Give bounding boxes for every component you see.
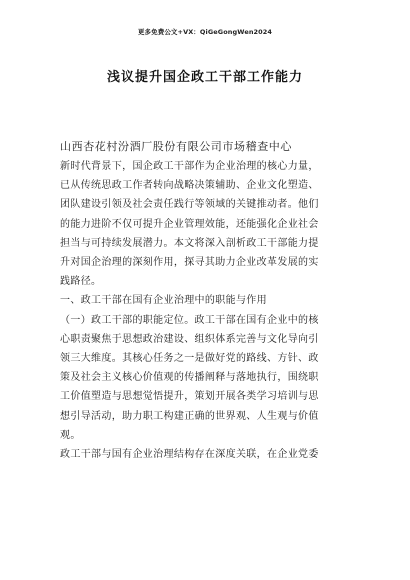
header-note: 更多免费公文+VX：QiGeGongWen2024 [137,28,273,36]
body-line: 想引导活动，助力职工构建正确的世界观、人生观与价值 [60,410,319,422]
body-line: 担当与可持续发展潜力。本文将深入剖析政工干部能力提 [60,237,319,249]
body-line: 已从传统思政工作者转向战略决策辅助、企业文化塑造、 [60,180,319,192]
body-line: （一）政工干部的职能定位。政工干部在国有企业中的核 [60,314,319,326]
body-line: 升对国企治理的深刻作用，探寻其助力企业改革发展的实 [60,257,319,269]
body-line: 政工干部与国有企业治理结构存在深度关联，在企业党委 [60,449,319,461]
body-line: 领三大维度。其核心任务之一是做好党的路线、方针、政 [60,353,319,365]
body-line: 策及社会主义核心价值观的传播阐释与落地执行，围绕职 [60,372,319,384]
body-line: 新时代背景下，国企政工干部作为企业治理的核心力量， [60,161,319,172]
body-line: 心职责聚焦于思想政治建设、组织体系完善与文化导向引 [60,333,319,345]
body-line: 工价值塑造与思想觉悟提升，策划开展各类学习培训与思 [60,391,319,403]
body-line: 践路径。 [60,276,102,288]
body-line: 团队建设引领及社会责任践行等领域的关键推动者。他们 [60,199,319,211]
document-body [60,157,360,464]
section-heading: 一、政工干部在国有企业治理中的职能与作用 [60,295,267,307]
organization-line: 山西杏花村汾酒厂股份有限公司市场稽查中心 [60,140,292,153]
document-title: 浅议提升国企政工干部工作能力 [106,70,303,85]
body-line: 的能力进阶不仅可提升企业管理效能，还能强化企业社会 [60,218,319,230]
body-line: 观。 [60,429,81,441]
